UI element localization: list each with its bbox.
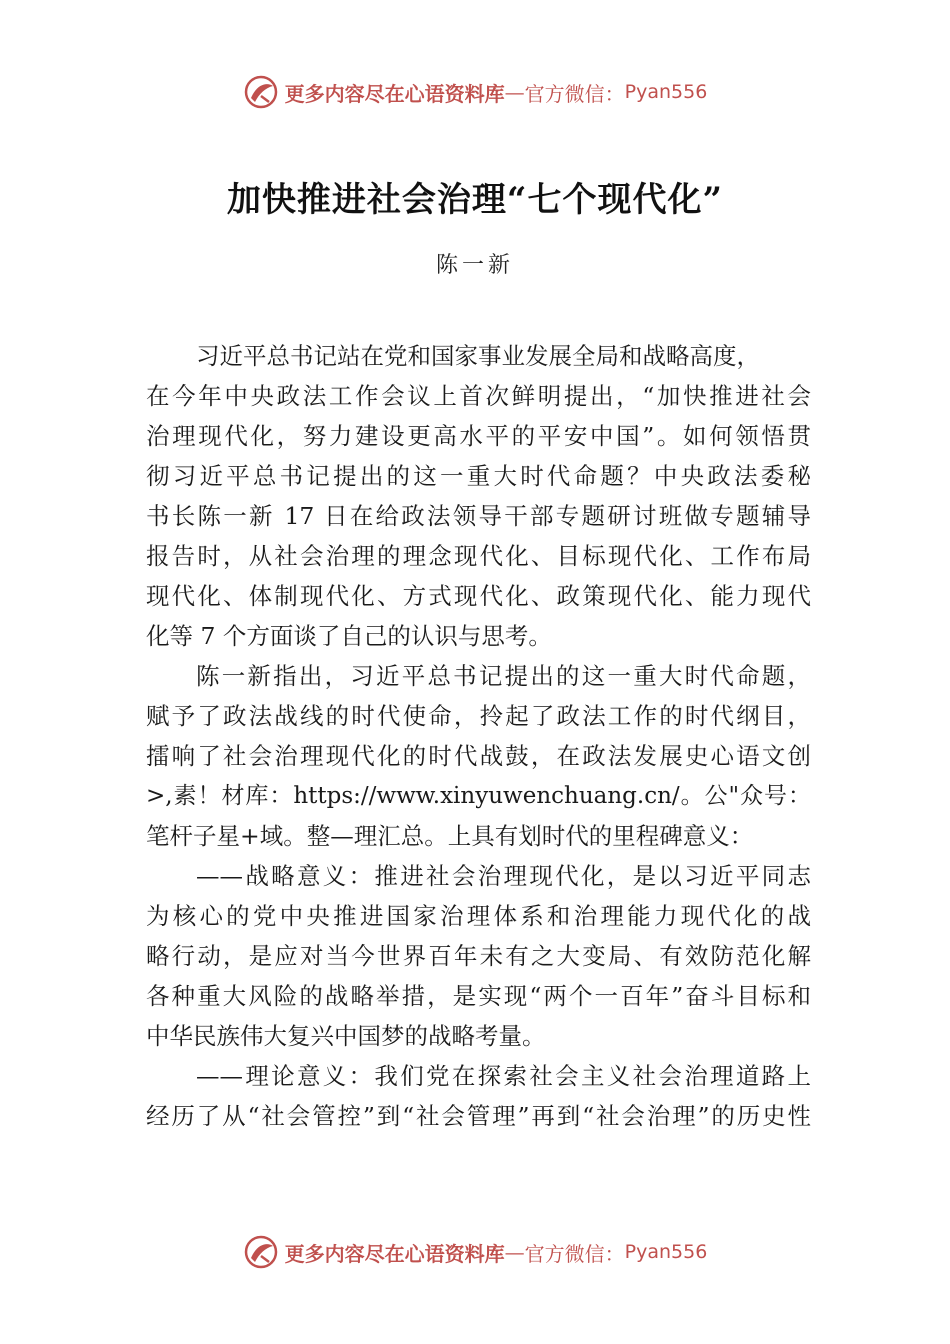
- body-line: 习近平总书记站在党和国家事业发展全局和战略高度，: [196, 342, 760, 370]
- banner-dash: —: [504, 80, 525, 104]
- body-line: 赋予了政法战线的时代使命，拎起了政法工作的时代纲目，: [146, 702, 811, 730]
- body-line: 治理现代化，努力建设更高水平的平安中国”。如何领悟贯: [146, 422, 811, 450]
- header-watermark-banner: [0, 72, 950, 112]
- footer-watermark-banner: [0, 1232, 950, 1272]
- body-line: 笔杆子星+域。整—理汇总。上具有划时代的里程碑意义：: [146, 822, 754, 850]
- banner-wechat-label: 官方微信：: [524, 81, 625, 106]
- brand-logo-icon: [243, 1234, 279, 1270]
- body-line: ——战略意义：推进社会治理现代化，是以习近平同志: [196, 862, 811, 890]
- article-title: 加快推进社会治理“七个现代化”: [226, 180, 724, 220]
- banner-wechat-id: Pyan556: [624, 81, 708, 103]
- body-line: ——理论意义：我们党在探索社会主义社会治理道路上: [196, 1062, 811, 1090]
- body-line: 略行动，是应对当今世界百年未有之大变局、有效防范化解: [146, 942, 811, 970]
- body-line: >,素！材库：https://www.xinyuwenchuang.cn/。公"众号：: [146, 783, 811, 809]
- body-line: 中华民族伟大复兴中国梦的战略考量。: [146, 1022, 546, 1050]
- banner-brand: 更多内容尽在心语资料库: [284, 81, 505, 106]
- body-line: 经历了从“社会管控”到“社会管理”再到“社会治理”的历史性: [146, 1102, 811, 1130]
- banner-wechat-id: Pyan556: [624, 1241, 708, 1263]
- body-line: 报告时，从社会治理的理念现代化、目标现代化、工作布局: [146, 542, 811, 570]
- article-author: 陈一新: [435, 253, 514, 278]
- body-line: 现代化、体制现代化、方式现代化、政策现代化、能力现代: [146, 582, 811, 610]
- body-line: 陈一新指出，习近平总书记提出的这一重大时代命题，: [196, 662, 811, 690]
- banner-dash: —: [504, 1240, 525, 1264]
- body-line: 在今年中央政法工作会议上首次鲜明提出，“加快推进社会: [146, 382, 811, 410]
- banner-brand: 更多内容尽在心语资料库: [284, 1241, 505, 1266]
- body-line: 擂响了社会治理现代化的时代战鼓，在政法发展史心语文创: [146, 742, 811, 770]
- body-line: 彻习近平总书记提出的这一重大时代命题？中央政法委秘: [146, 462, 811, 490]
- body-line: 书长陈一新 17 日在给政法领导干部专题研讨班做专题辅导: [146, 502, 811, 530]
- article-body: [146, 336, 811, 1136]
- body-line: 各种重大风险的战略举措，是实现“两个一百年”奋斗目标和: [146, 982, 811, 1010]
- body-line: 为核心的党中央推进国家治理体系和治理能力现代化的战: [146, 902, 811, 930]
- banner-wechat-label: 官方微信：: [524, 1241, 625, 1266]
- brand-logo-icon: [243, 74, 279, 110]
- body-line: 化等 7 个方面谈了自己的认识与思考。: [146, 622, 552, 650]
